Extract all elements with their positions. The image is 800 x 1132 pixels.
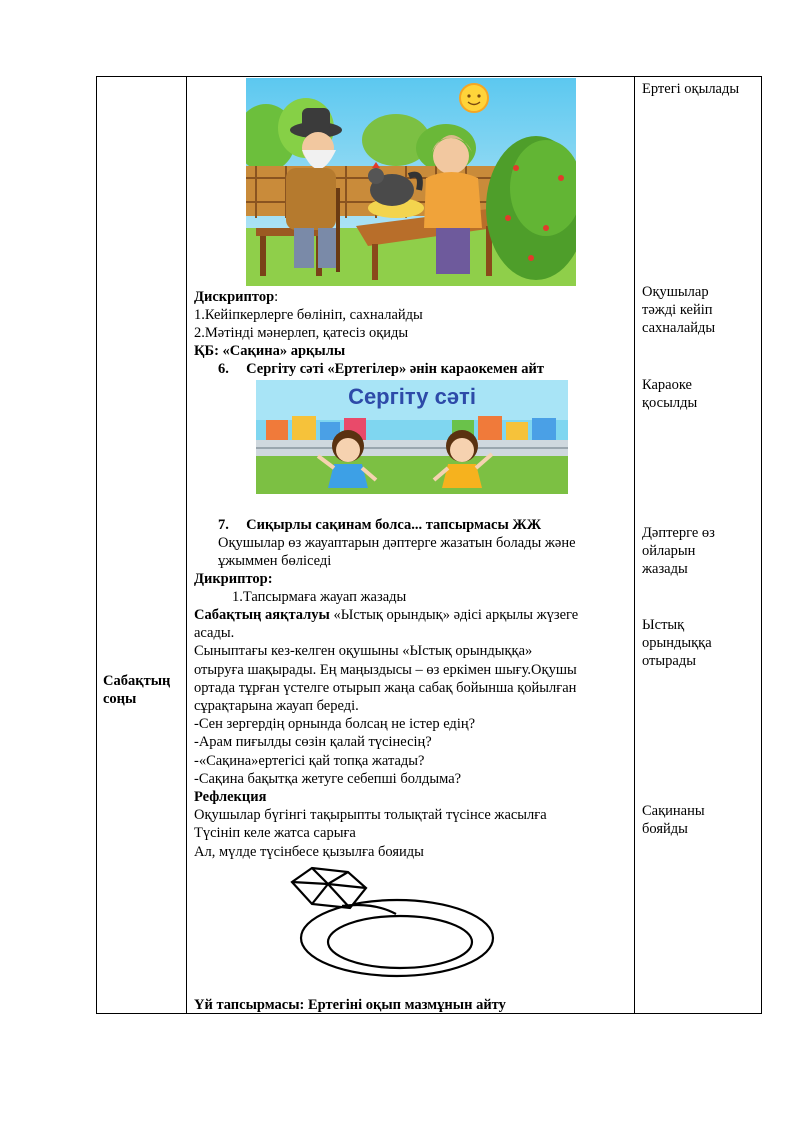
stage-label-line2: соңы [103, 691, 137, 707]
step-6-text: Сергіту сәті «Ертегілер» әнін караокемен айт [246, 361, 545, 377]
closing-method: «Ыстық орындық» әдісі арқылы жүзеге [329, 607, 579, 623]
note-karaoke [642, 376, 697, 412]
descriptor-2-item: 1.Тапсырмаға жауап жазады [232, 589, 407, 605]
step-7-number: 7. [218, 517, 229, 533]
note-line: ойларын [642, 543, 696, 559]
descriptor-1-title: Дискриптор [194, 289, 275, 305]
closing-paragraph-line: ортада тұрған үстелге отырып жаңа сабақ бойынша қойылған [194, 679, 577, 696]
step-6-number: 6. [218, 361, 229, 377]
step-7-text: Сиқырлы сақинам болса... тапсырмасы ЖЖ [246, 517, 542, 533]
question-item: -«Сақина»ертегісі қай топқа жатады? [194, 752, 425, 769]
note-notebook [642, 524, 715, 578]
step-7-description: ұжыммен бөліседі [218, 553, 332, 569]
closing-text: асады. [194, 625, 235, 642]
descriptor-1-item: 1.Кейіпкерлерге бөлініп, сахналайды [194, 307, 423, 323]
note-line: отырады [642, 653, 696, 669]
note-line: сахналайды [642, 320, 716, 336]
note-line: қосылды [642, 395, 698, 411]
sergitu-banner [256, 380, 568, 494]
homework-line: Үй тапсырмасы: Ертегіні оқып мазмұнын айту [194, 997, 506, 1013]
descriptor-1-colon: : [274, 289, 279, 305]
note-line: Дәптерге өз [642, 525, 715, 541]
step-7-description: Оқушылар өз жауаптарын дәптерге жазатын болады және [218, 535, 576, 551]
assessment-line: ҚБ: «Сақина» арқылы [194, 343, 346, 359]
descriptor-1-item: 2.Мәтінді мәнерлеп, қатесіз оқиды [194, 325, 409, 341]
stage-label-line1: Сабақтың [103, 673, 171, 689]
closing-paragraph-line: отыруға шақырады. Ең маңыздысы – өз еркімен шығу.Оқушы [194, 661, 577, 678]
question-item: -Арам пиғылды сөзін қалай түсінесің? [194, 734, 432, 751]
ring-drawing [284, 862, 504, 980]
question-item: -Сақина бақытқа жетуге себепші болдыма? [194, 770, 462, 787]
note-hot-seat [642, 616, 712, 670]
note-line: Сақинаны [642, 803, 705, 819]
note-line: жазады [642, 561, 688, 577]
note-line: Ертегі оқылады [642, 81, 740, 97]
stage-label [103, 672, 170, 708]
note-line: бояйды [642, 821, 688, 837]
descriptor-2-title: Дикриптор: [194, 571, 273, 587]
note-line: Караоке [642, 377, 692, 393]
reflection-line: Оқушылар бүгінгі тақырыпты толықтай түсінсе жасылға [194, 807, 547, 824]
descriptor-2 [194, 570, 406, 606]
sun-icon [460, 84, 488, 112]
question-item: -Сен зергердің орнында болсаң не істер едің? [194, 716, 476, 733]
closing-paragraph-line: сұрақтарына жауап береді. [194, 698, 359, 715]
closing-paragraph-line: Сыныптағы кез-келген оқушыны «Ыстық орындыққа» [194, 643, 533, 660]
reflection-line: Түсініп келе жатса сарыға [194, 825, 356, 842]
note-line: орындыққа [642, 635, 712, 651]
reflection-line: Ал, мүлде түсінбесе қызылға бояиды [194, 843, 424, 860]
note-reading [642, 80, 739, 98]
note-coloring [642, 802, 705, 838]
fairy-tale-illustration [246, 78, 576, 286]
note-line: тәжді кейіп [642, 302, 713, 318]
note-staging [642, 283, 715, 337]
note-line: Ыстық [642, 617, 685, 633]
step-6 [218, 360, 544, 378]
sergitu-banner-text: Сергіту сәті [348, 384, 476, 409]
column-divider-2 [634, 77, 635, 1013]
step-7 [218, 516, 576, 570]
reflection-title: Рефлекция [194, 789, 267, 806]
column-divider-1 [186, 77, 187, 1013]
closing-title: Сабақтың аяқталуы [194, 607, 330, 623]
lesson-closing [194, 606, 626, 861]
descriptor-1 [194, 288, 423, 360]
note-line: Оқушылар [642, 284, 709, 300]
